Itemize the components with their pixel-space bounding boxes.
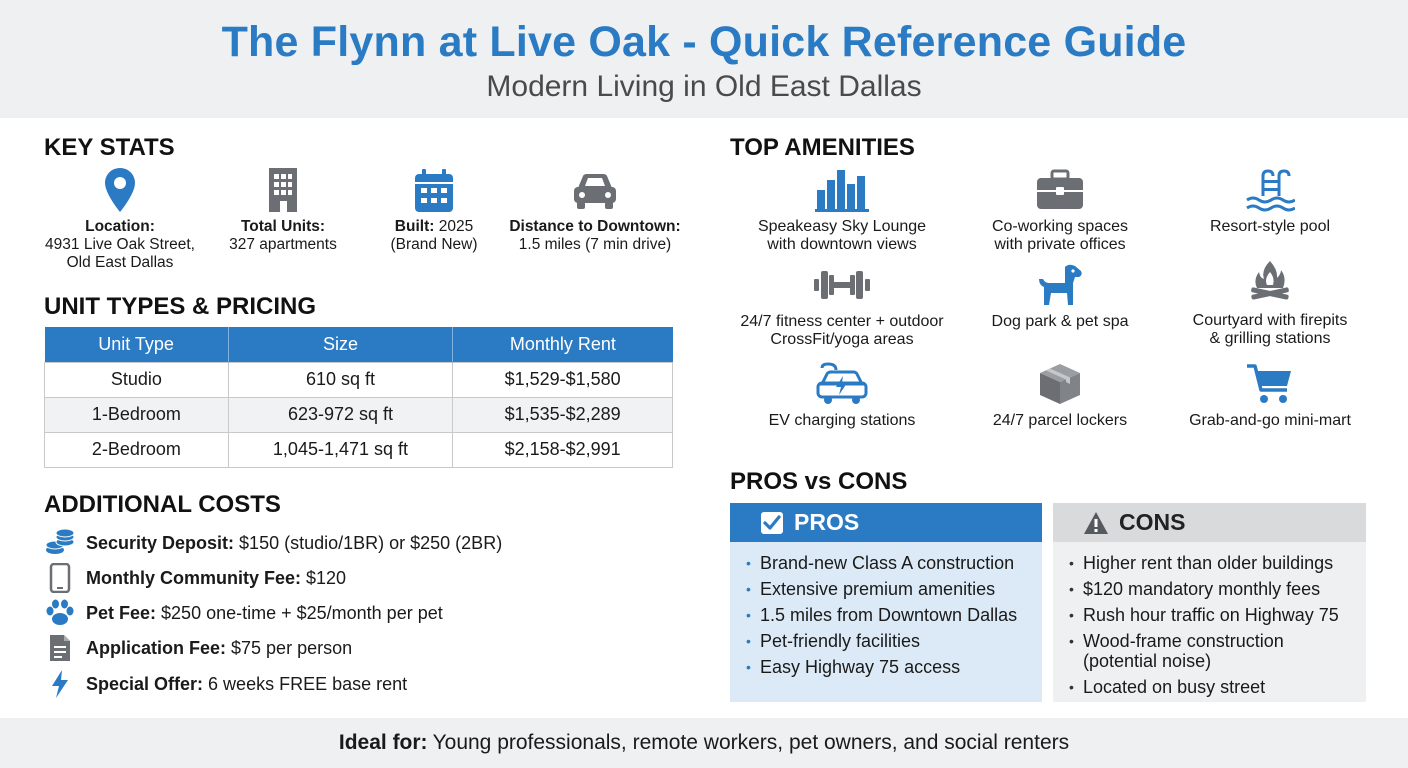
cart-icon bbox=[1245, 362, 1295, 406]
amenity-text: & grilling stations bbox=[1209, 330, 1331, 347]
cost-value: $120 bbox=[306, 567, 347, 588]
paw-icon bbox=[44, 598, 76, 628]
amenity-text: CrossFit/yoga areas bbox=[770, 331, 914, 348]
table-cell: 623-972 sq ft bbox=[228, 397, 453, 432]
amenity-text: with downtown views bbox=[767, 236, 917, 253]
list-item: • Rush hour traffic on Highway 75 bbox=[1069, 605, 1339, 625]
cost-application-fee bbox=[44, 633, 684, 663]
page-title: The Flynn at Live Oak - Quick Reference Guide bbox=[221, 18, 1187, 66]
table-cell: $2,158-$2,991 bbox=[453, 432, 673, 467]
unit-types-heading: UNIT TYPES & PRICING bbox=[44, 293, 317, 320]
stat-built-note: (Brand New) bbox=[390, 236, 478, 253]
car-icon bbox=[570, 166, 620, 214]
amenity-courtyard bbox=[1150, 258, 1390, 348]
table-row bbox=[45, 362, 673, 397]
amenity-text: EV charging stations bbox=[768, 412, 916, 429]
skyline-icon bbox=[815, 168, 869, 212]
list-item: • 1.5 miles from Downtown Dallas bbox=[746, 605, 1018, 625]
pros-cons-heading: PROS vs CONS bbox=[730, 468, 908, 495]
stat-distance-label: Distance to Downtown: bbox=[509, 218, 681, 235]
amenity-parcel-lockers bbox=[940, 362, 1180, 430]
amenity-sky-lounge bbox=[722, 168, 962, 254]
column-header: Monthly Rent bbox=[453, 327, 673, 362]
header-banner bbox=[0, 0, 1408, 118]
cons-list bbox=[1053, 542, 1366, 700]
cost-value: $75 per person bbox=[231, 637, 353, 658]
table-cell: 1,045-1,471 sq ft bbox=[228, 432, 453, 467]
parcel-icon bbox=[1036, 362, 1084, 406]
stat-location-line1: 4931 Live Oak Street, bbox=[45, 236, 195, 253]
cost-special-offer bbox=[44, 669, 684, 699]
table-cell: 2-Bedroom bbox=[45, 432, 229, 467]
stat-location-label: Location: bbox=[85, 218, 155, 235]
cost-value: $250 one-time + $25/month per pet bbox=[161, 602, 443, 623]
stat-units-label: Total Units: bbox=[240, 218, 326, 235]
list-item: • Easy Highway 75 access bbox=[746, 657, 961, 677]
amenity-ev-charging bbox=[722, 362, 962, 430]
amenity-text: Dog park & pet spa bbox=[991, 313, 1129, 330]
pros-title: PROS bbox=[794, 509, 860, 535]
cost-label: Pet Fee: bbox=[86, 602, 157, 623]
amenity-fitness bbox=[722, 263, 962, 349]
list-item: • Pet-friendly facilities bbox=[746, 631, 921, 651]
cons-header bbox=[1053, 503, 1366, 542]
cons-title: CONS bbox=[1119, 509, 1186, 535]
list-item: • $120 mandatory monthly fees bbox=[1069, 579, 1321, 599]
stat-distance bbox=[500, 166, 690, 254]
location-pin-icon bbox=[103, 166, 137, 214]
table-cell: 610 sq ft bbox=[228, 362, 453, 397]
amenity-text: 24/7 parcel lockers bbox=[992, 412, 1128, 429]
document-icon bbox=[44, 633, 76, 663]
checkbox-icon bbox=[760, 511, 784, 535]
list-item: • Higher rent than older buildings bbox=[1069, 553, 1334, 573]
footer-banner bbox=[0, 718, 1408, 768]
list-item: • Wood-frame construction (potential noise) bbox=[1069, 631, 1284, 671]
briefcase-icon bbox=[1035, 168, 1085, 212]
pros-header bbox=[730, 503, 1042, 542]
stat-location bbox=[44, 166, 196, 272]
amenity-pool bbox=[1150, 168, 1390, 236]
list-item: • Extensive premium amenities bbox=[746, 579, 996, 599]
unit-pricing-table bbox=[44, 327, 673, 468]
dumbbell-icon bbox=[812, 263, 872, 307]
warning-icon bbox=[1083, 511, 1109, 535]
amenity-mini-mart bbox=[1150, 362, 1390, 430]
amenity-text: Speakeasy Sky Lounge bbox=[757, 218, 927, 235]
cost-security-deposit bbox=[44, 528, 684, 558]
key-stats-heading: KEY STATS bbox=[44, 134, 175, 161]
stat-built bbox=[378, 166, 490, 254]
pros-panel bbox=[730, 503, 1042, 702]
table-cell: $1,529-$1,580 bbox=[453, 362, 673, 397]
list-item: • Brand-new Class A construction bbox=[746, 553, 1015, 573]
firepit-icon bbox=[1245, 258, 1295, 306]
calendar-icon bbox=[413, 166, 455, 214]
stat-units-value: 327 apartments bbox=[229, 236, 337, 253]
amenities-heading: TOP AMENITIES bbox=[730, 134, 915, 161]
amenity-text: Resort-style pool bbox=[1209, 218, 1331, 235]
amenity-dog-park bbox=[940, 263, 1180, 331]
page-subtitle: Modern Living in Old East Dallas bbox=[486, 70, 922, 103]
table-cell: $1,535-$2,289 bbox=[453, 397, 673, 432]
list-item: • Located on busy street bbox=[1069, 677, 1266, 697]
column-header: Unit Type bbox=[45, 327, 229, 362]
table-cell: 1-Bedroom bbox=[45, 397, 229, 432]
stat-total-units bbox=[218, 166, 348, 254]
stat-location-line2: Old East Dallas bbox=[66, 254, 174, 271]
additional-costs-heading: ADDITIONAL COSTS bbox=[44, 491, 281, 518]
amenity-text: 24/7 fitness center + outdoor bbox=[740, 313, 944, 330]
amenity-coworking bbox=[940, 168, 1180, 254]
pros-list bbox=[730, 542, 1042, 680]
table-row bbox=[45, 432, 673, 467]
table-header-row bbox=[45, 327, 673, 362]
ev-car-icon bbox=[814, 362, 870, 406]
amenity-text: with private offices bbox=[994, 236, 1126, 253]
footer-label: Ideal for: bbox=[338, 731, 428, 754]
stat-distance-value: 1.5 miles (7 min drive) bbox=[518, 236, 672, 253]
cost-label: Monthly Community Fee: bbox=[86, 567, 301, 588]
cost-pet-fee bbox=[44, 598, 684, 628]
table-row bbox=[45, 397, 673, 432]
cost-label: Special Offer: bbox=[86, 673, 204, 694]
cost-value: $150 (studio/1BR) or $250 (2BR) bbox=[239, 532, 503, 553]
coins-icon bbox=[44, 528, 76, 558]
amenity-text: Courtyard with firepits bbox=[1192, 312, 1348, 329]
table-cell: Studio bbox=[45, 362, 229, 397]
stat-built-label: Built: bbox=[394, 218, 435, 235]
dog-icon bbox=[1035, 263, 1085, 307]
cost-label: Application Fee: bbox=[86, 637, 227, 658]
footer-text: Young professionals, remote workers, pet owners, and social renters bbox=[432, 731, 1070, 754]
stat-built-year: 2025 bbox=[438, 218, 474, 235]
pool-icon bbox=[1245, 168, 1295, 212]
cost-label: Security Deposit: bbox=[86, 532, 235, 553]
cons-panel bbox=[1053, 503, 1366, 702]
cost-value: 6 weeks FREE base rent bbox=[208, 673, 408, 694]
amenity-text: Co-working spaces bbox=[991, 218, 1129, 235]
phone-icon bbox=[44, 563, 76, 593]
lightning-icon bbox=[44, 669, 76, 699]
building-icon bbox=[263, 166, 303, 214]
cost-community-fee bbox=[44, 563, 684, 593]
column-header: Size bbox=[228, 327, 453, 362]
amenity-text: Grab-and-go mini-mart bbox=[1189, 412, 1351, 429]
